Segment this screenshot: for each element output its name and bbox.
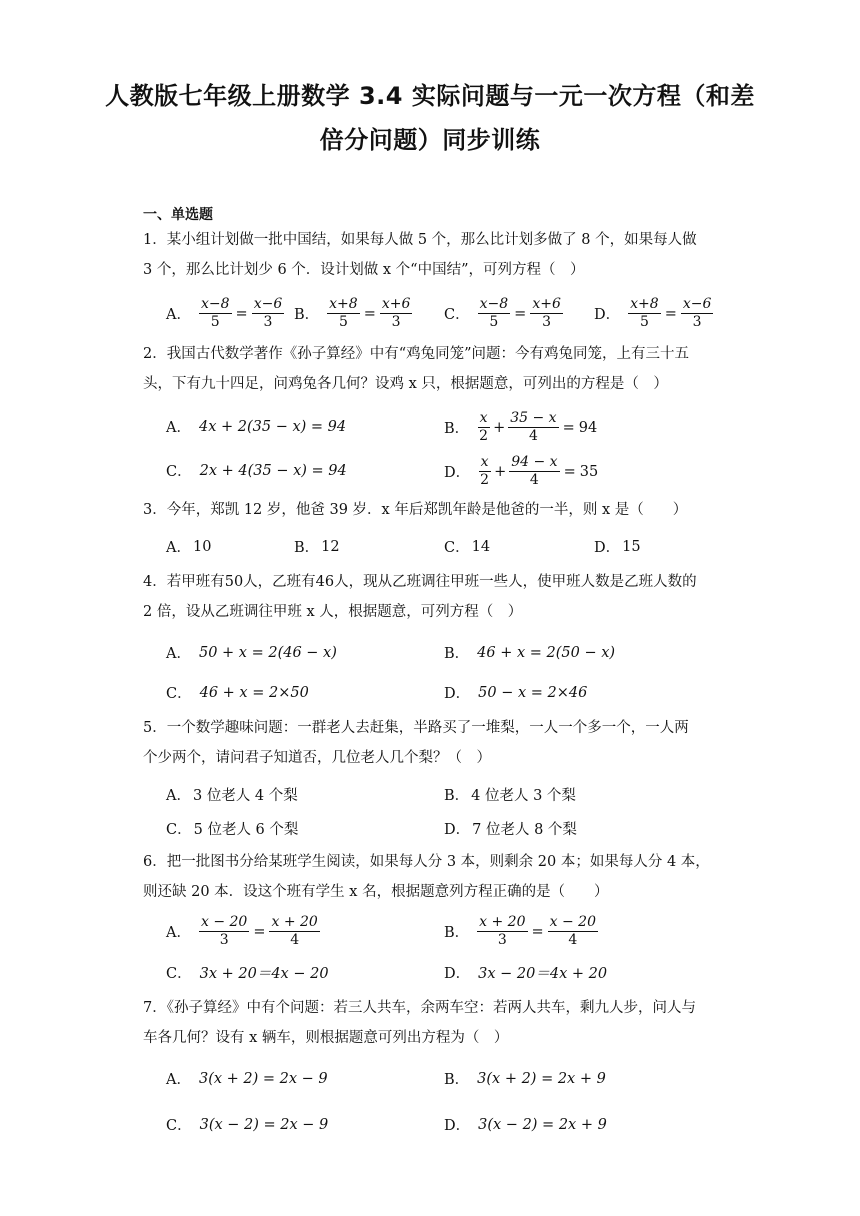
page-title: 人教版七年级上册数学 3.4 实际问题与一元一次方程（和差 (105, 82, 755, 110)
question-6-text-line2: 则还缺 20 本．设这个班有学生 x 名，根据题意列方程正确的是（ ） (143, 884, 609, 900)
question-7-option-b[interactable]: B． 3(x + 2) = 2x + 9 (444, 1070, 606, 1088)
question-1-text-line2: 3 个，那么比计划少 6 个．设计划做 x 个“中国结”，可列方程（ ） (143, 262, 585, 278)
question-5-text-line2: 个少两个，请问君子知道否，几位老人几个梨？（ ） (143, 750, 491, 766)
question-2-option-a[interactable]: A． 4x + 2(35 − x) = 94 (166, 418, 347, 436)
question-1-option-c[interactable]: C． $\frac{x-8}{5}$ = $\frac{x+6}{3}$ (444, 296, 561, 330)
question-2-text: 2．我国古代数学著作《孙子算经》中有“鸡兔同笼”问题：今有鸡兔同笼，上有三十五 (143, 346, 690, 362)
question-3-option-c[interactable]: C． 14 (444, 538, 491, 556)
question-4-text-line2: 2 倍，设从乙班调往甲班 x 人，根据题意，可列方程（ ） (143, 604, 523, 620)
question-1-option-d[interactable]: D． $\frac{x+8}{5}$ = $\frac{x-6}{3}$ (594, 296, 712, 330)
question-1-text: 1．某小组计划做一批中国结，如果每人做 5 个，那么比计划多做了 8 个，如果每人做 (143, 232, 697, 248)
question-4-text: 4．若甲班有50人，乙班有46人，现从乙班调往甲班一些人，使甲班人数是乙班人数的 (143, 574, 697, 590)
page-title-line2: 倍分问题）同步训练 (319, 126, 541, 154)
question-6-text: 6．把一批图书分给某班学生阅读，如果每人分 3 本，则剩余 20 本；如果每人分 4 本， (143, 854, 710, 870)
question-6-option-a[interactable]: A． $\frac{x - 20}{3}$ = $\frac{x + 20}{4}$ (166, 914, 318, 948)
question-5-option-b[interactable]: B． 4 位老人 3 个梨 (444, 788, 576, 804)
question-4-option-d[interactable]: D． 50 − x = 2×46 (444, 684, 588, 702)
question-4-option-b[interactable]: B． 46 + x = 2(50 − x) (444, 644, 616, 662)
question-3-option-b[interactable]: B． 12 (294, 538, 340, 556)
question-2-text-line2: 头，下有九十四足，问鸡兔各几何？设鸡 x 只，根据题意，可列出的方程是（ ） (143, 376, 668, 392)
question-6-option-d[interactable]: D． 3x − 20＝4x + 20 (444, 966, 608, 982)
question-7-text-line2: 车各几何？设有 x 辆车，则根据题意可列出方程为（ ） (143, 1030, 509, 1046)
question-5-text: 5．一个数学趣味问题：一群老人去赶集，半路买了一堆梨，一人一个多一个，一人两 (143, 720, 689, 736)
question-7-option-c[interactable]: C． 3(x − 2) = 2x − 9 (166, 1116, 329, 1134)
question-2-option-c[interactable]: C． 2x + 4(35 − x) = 94 (166, 462, 347, 480)
question-7-text: 7．《孙子算经》中有个问题：若三人共车，余两车空：若两人共车，剩九人步，问人与 (143, 1000, 696, 1016)
question-5-option-c[interactable]: C． 5 位老人 6 个梨 (166, 822, 299, 838)
question-5-option-d[interactable]: D． 7 位老人 8 个梨 (444, 822, 577, 838)
question-1-option-b[interactable]: B． $\frac{x+8}{5}$ = $\frac{x+6}{3}$ (294, 296, 411, 330)
question-2-option-b[interactable]: B． $\frac{x}{2}$ + $\frac{35 - x}{4}$ = 94 (444, 410, 598, 444)
question-4-option-a[interactable]: A． 50 + x = 2(46 − x) (166, 644, 337, 662)
question-6-option-b[interactable]: B． $\frac{x + 20}{3}$ = $\frac{x - 20}{4}$ (444, 914, 596, 948)
question-5-option-a[interactable]: A． 3 位老人 4 个梨 (166, 788, 298, 804)
question-1-option-a[interactable]: A． $\frac{x-8}{5}$ = $\frac{x-6}{3}$ (166, 296, 283, 330)
question-3-text: 3．今年，郑凯 12 岁，他爸 39 岁．x 年后郑凯年龄是他爸的一半，则 x 是（ ） (143, 502, 688, 518)
question-7-option-d[interactable]: D． 3(x − 2) = 2x + 9 (444, 1116, 607, 1134)
question-7-option-a[interactable]: A． 3(x + 2) = 2x − 9 (166, 1070, 328, 1088)
question-2-option-d[interactable]: D． $\frac{x}{2}$ + $\frac{94 - x}{4}$ = 35 (444, 454, 599, 488)
question-6-option-c[interactable]: C． 3x + 20＝4x − 20 (166, 966, 329, 982)
question-3-option-d[interactable]: D． 15 (594, 538, 641, 556)
section-heading: 一、单选题 (143, 207, 213, 223)
question-3-option-a[interactable]: A． 10 (166, 538, 212, 556)
question-4-option-c[interactable]: C． 46 + x = 2×50 (166, 684, 309, 702)
